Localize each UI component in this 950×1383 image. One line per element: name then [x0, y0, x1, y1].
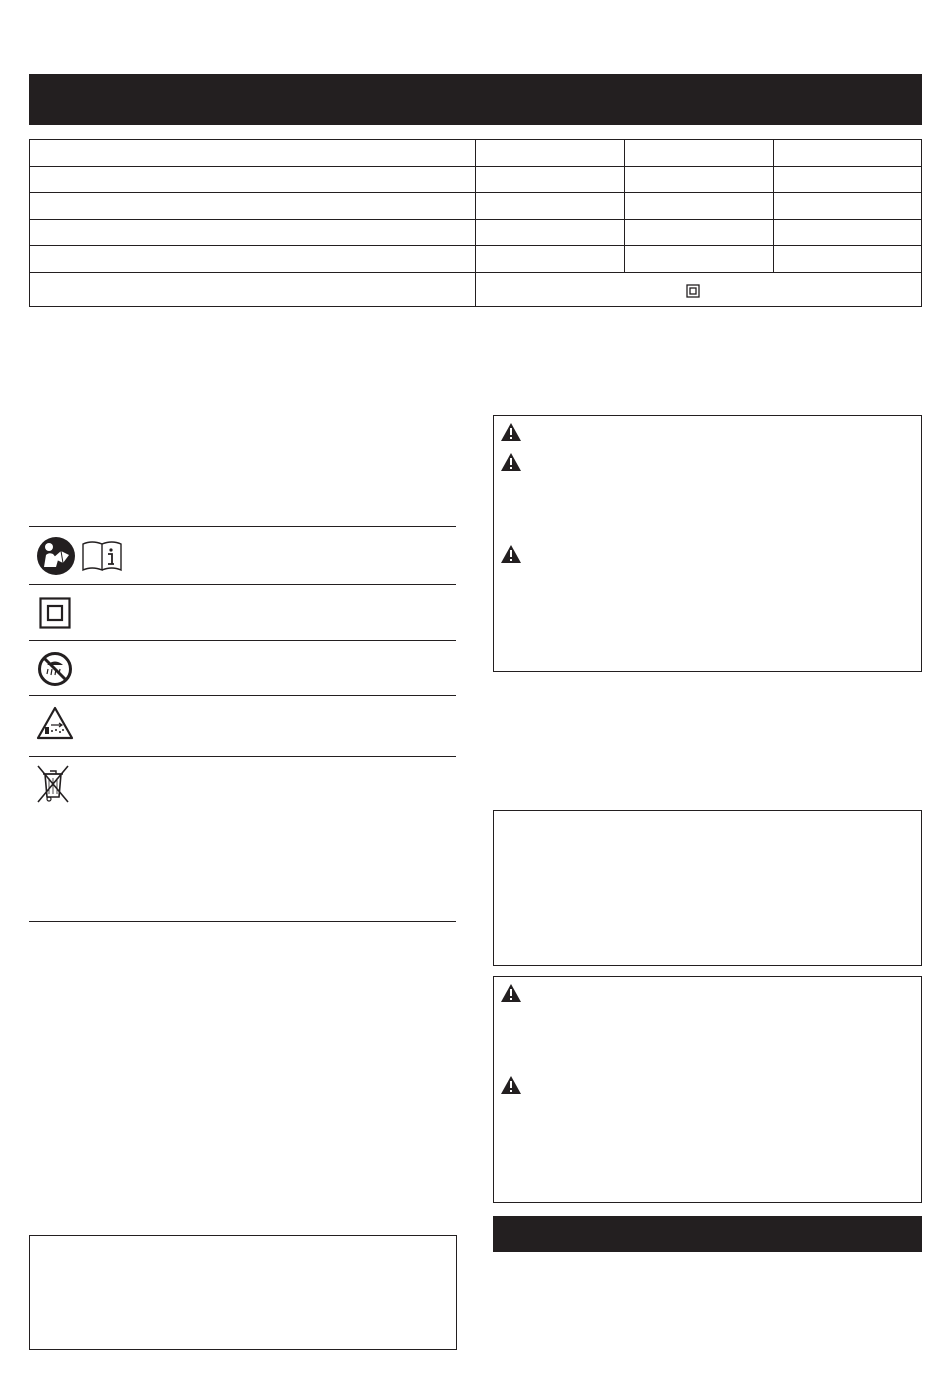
symbol-table-rule — [29, 584, 456, 585]
section-header-bar — [493, 1216, 922, 1252]
header-bar — [29, 74, 922, 125]
symbol-table-rule — [29, 756, 456, 757]
warning-box — [493, 976, 922, 1203]
note-box — [29, 1235, 457, 1350]
flying-debris-warning-icon — [36, 706, 74, 740]
info-manual-icon — [81, 540, 125, 572]
class-ii-double-insulation-icon — [39, 597, 71, 629]
symbol-table-rule — [29, 526, 456, 527]
warning-triangle-icon — [500, 544, 522, 564]
symbol-table-rule — [29, 921, 456, 922]
symbol-table-rule — [29, 640, 456, 641]
wee-crossed-bin-icon — [36, 764, 70, 804]
notice-box — [493, 810, 922, 966]
warning-triangle-icon — [500, 422, 522, 442]
warning-triangle-icon — [500, 1075, 522, 1095]
symbol-table-rule — [29, 695, 456, 696]
warning-triangle-icon — [500, 452, 522, 472]
do-not-expose-to-rain-icon — [37, 651, 73, 687]
warning-box — [493, 415, 922, 672]
read-manual-icon — [36, 536, 76, 576]
specifications-table — [29, 139, 922, 307]
class-ii-double-insulation-icon — [686, 284, 700, 298]
warning-triangle-icon — [500, 983, 522, 1003]
